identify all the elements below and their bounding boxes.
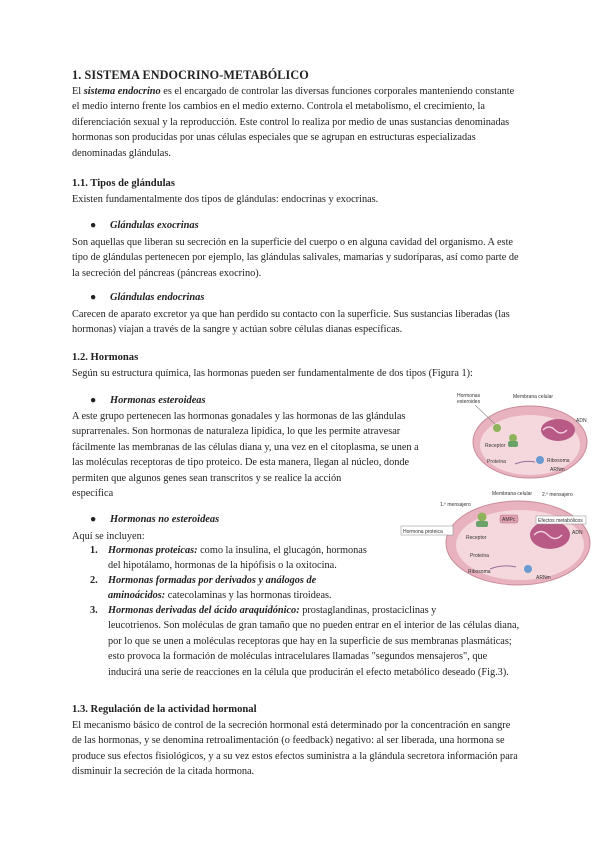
label-segundo-mensajero: 2.º mensajero (542, 492, 573, 498)
figure-hormona-esteroidea (455, 390, 590, 485)
label-membrana-celular: Membrana celular (492, 491, 533, 497)
list-item-aminoacidos: 2. Hormonas formadas por derivados y análogos de aminoácidos: catecolaminas y las hormonas tiroideas. (90, 575, 332, 602)
section-title-1-3: 1.3. Regulación de la actividad hormonal (72, 704, 257, 715)
label-primer-mensajero: 1.º mensajero (440, 502, 471, 508)
label-proteina: Proteína (487, 459, 506, 465)
label-adn: ADN (576, 418, 587, 424)
label-ampc: AMPc (502, 517, 516, 523)
paragraph-exocrinas: Son aquellas que liberan su secreción en la superficie del cuerpo o en alguna cavidad del organismo. A este tipo de glándulas pertenecen por ejemplo, las glándulas salivales, mamarias y sudoríparas, así como parte de la secreción del páncreas (páncreas exocrino). (72, 237, 519, 279)
paragraph-aqui-se-incluyen: Aquí se incluyen: (72, 531, 145, 542)
label-efectos-metabolicos: Efectos metabólicos (538, 518, 583, 524)
bullet-glandulas-endocrinas: ● Glándulas endocrinas (90, 292, 205, 303)
paragraph-endocrinas: Carecen de aparato excretor ya que han perdido su contacto con la superficie. Sus sustancias liberadas (las hormonas) viajan a través de la sangre y actúan sobre células dianas específicas. (72, 309, 510, 336)
section-title-1-1: 1.1. Tipos de glándulas (72, 178, 175, 189)
label-ribosoma: Ribosoma (468, 569, 491, 575)
ribosome (524, 565, 532, 573)
label-proteina: Proteína (470, 553, 489, 559)
label-receptor: Receptor (466, 535, 487, 541)
label-receptor: Receptor (485, 443, 506, 449)
bullet-hormonas-esteroideas: ● Hormonas esteroideas (90, 395, 206, 406)
section-title-1: 1. SISTEMA ENDOCRINO-METABÓLICO (72, 68, 309, 82)
label-hormona-proteica: Hormona proteica (403, 529, 443, 535)
nucleus (541, 419, 575, 441)
paragraph-hormonas-intro: Según su estructura química, las hormonas pueden ser fundamentalmente de dos tipos (Figura 1): (72, 368, 473, 379)
label-adn: ADN (572, 530, 583, 536)
term-sistema-endocrino: sistema endocrino (83, 86, 161, 97)
label-esteroides: esteroides (457, 399, 481, 405)
nucleus (530, 521, 570, 549)
paragraph-esteroideas: A este grupo pertenecen las hormonas gonadales y las hormonas de las glándulas suprarrenales. Son hormonas de naturaleza lipídica, lo que les permite atravesar fácilmente las membranas de las células diana y, una vez en el citoplasma, se unen a las moléculas receptoras de tipo proteico. De esta manera, llegan al núcleo, donde permiten que algunos genes sean transcritos y se realice la acción específica (72, 411, 419, 500)
section-title-1-2: 1.2. Hormonas (72, 352, 139, 363)
membrane-receptor (476, 521, 488, 527)
bullet-hormonas-no-esteroideas: ● Hormonas no esteroideas (90, 514, 220, 525)
label-ribosoma: Ribosoma (547, 458, 570, 464)
bullet-glandulas-exocrinas: ● Glándulas exocrinas (90, 220, 199, 231)
first-messenger (478, 513, 487, 522)
label-hormonas: Hormonas (457, 393, 481, 399)
label-arnm: ARNm (550, 467, 565, 473)
list-item-araquidonico: 3. Hormonas derivadas del ácido araquidónico: prostaglandinas, prostaciclinas y leucotrienos. Son moléculas de gran tamaño que no pueden entrar en el interior de las células diana, por lo que se unen a moléculas receptoras que hay en la superficie de sus membranas plasmáticas; esto provoca la formación de moléculas intracelulares llamadas "segundos mensajeros", que inducirá una serie de reacciones en la célula que producirán el efecto metabólico deseado (Fig.3). (90, 605, 520, 678)
paragraph-sistema-endocrino: El sistema endocrino es el encargado de controlar las diversas funciones corporales manteniendo constante el medio interno frente los cambios en el medio externo. Controla el metabolismo, el crecimiento, la diferenciación sexual y la reproducción. Este control lo realiza por medio de unas sustancias denominadas hormonas son producidas por unas células especiales que se agrupan en estructuras especializadas denominadas glándulas. (72, 86, 515, 159)
list-item-proteicas: 1. Hormonas proteicas: como la insulina, el glucagón, hormonas del hipotálamo, hormonas de la hipófisis o la oxitocina. (90, 545, 367, 572)
receptor-shape (508, 441, 518, 447)
figure-hormona-proteica (400, 487, 595, 587)
hormone-receptor-complex (509, 434, 517, 442)
label-arnm: ARNm (536, 575, 551, 581)
label-membrana-celular: Membrana celular (513, 394, 554, 400)
paragraph-tipos-glandulas: Existen fundamentalmente dos tipos de glándulas: endocrinas y exocrinas. (72, 194, 379, 205)
hormone-molecule (493, 424, 501, 432)
paragraph-regulacion: El mecanismo básico de control de la secreción hormonal está determinado por la concentración en sangre de las hormonas, y se denomina retroalimentación (o feedback) negativo: al ser liberada, una hormona se produce sus efectos fisiológicos, y a su vez estos efectos suministra a la glándula secretora información para disminuir la secreción de la citada hormona. (72, 720, 518, 778)
ribosome (536, 456, 544, 464)
